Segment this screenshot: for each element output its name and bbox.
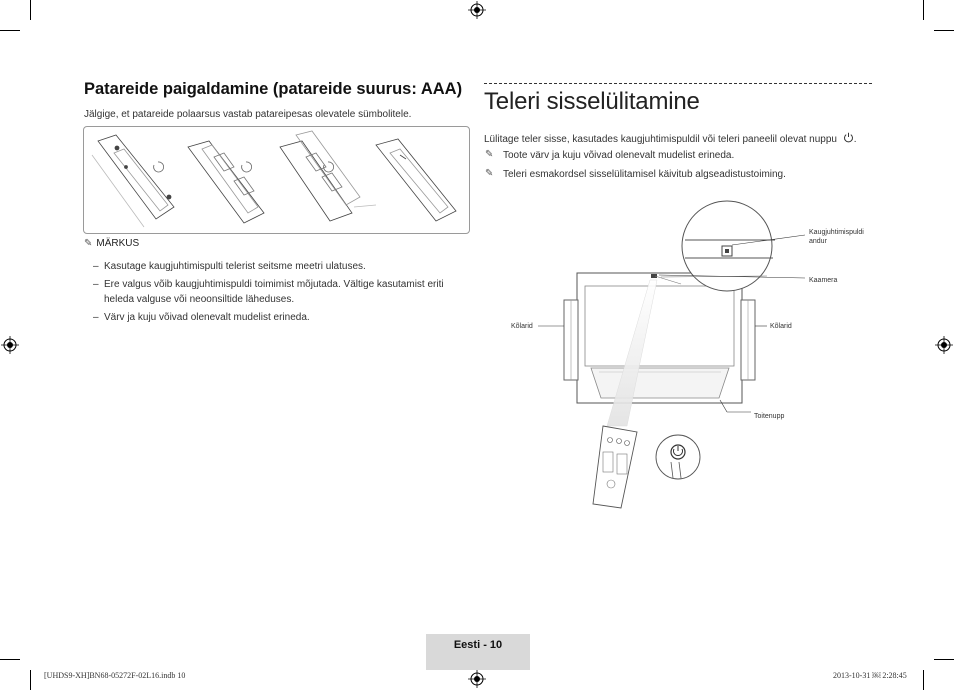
hand-icon <box>656 435 700 479</box>
pencil-note-icon: ✎ <box>84 238 93 249</box>
label-remote-sensor: Kaugjuhtimispuldi <box>809 229 864 236</box>
battery-steps-illustration <box>84 127 469 233</box>
note-item: – Ere valgus võib kaugjuhtimispuldi toimimist mõjutada. Vältige kasutamist eriti heleda valguse või neoonsiltide läheduses. <box>93 279 444 305</box>
note-item: – Kasutage kaugjuhtimispulti telerist seitsme meetri ulatuses. <box>93 261 366 272</box>
registration-mark-icon <box>1 336 19 354</box>
note-item: – Värv ja kuju võivad olenevalt mudelist erineda. <box>93 312 310 323</box>
registration-mark-icon <box>468 1 486 19</box>
tv-power-figure <box>505 200 875 510</box>
label-power-button: Toitenupp <box>754 413 785 420</box>
note-item: ✎ Teleri esmakordsel sisselülitamisel käivitub algseadistustoiming. <box>485 168 786 180</box>
section-title-power-on: Teleri sisselülitamine <box>484 88 700 115</box>
registration-mark-icon <box>468 670 486 688</box>
tv-illustration <box>505 200 875 510</box>
power-icon <box>843 132 854 143</box>
note-item: ✎ Toote värv ja kuju võivad olenevalt mudelist erineda. <box>485 149 735 161</box>
label-speakers-left: Kõlarid <box>511 323 533 330</box>
section-title-battery: Patareide paigaldamine (patareide suurus: AAA) <box>84 80 463 98</box>
notes-heading: ✎ MÄRKUS <box>84 238 140 249</box>
print-file-info: [UHDS9-XH]BN68-05272F-02L16.indb 10 <box>44 671 186 680</box>
remote-control-icon <box>593 426 637 508</box>
label-remote-sensor-line2: andur <box>809 238 827 245</box>
power-on-intro-text: Lülitage teler sisse, kasutades kaugjuhtimispuldil või teleri paneelil olevat nuppu . <box>484 134 857 145</box>
label-camera: Kaamera <box>809 277 838 284</box>
pencil-note-icon: ✎ <box>485 168 494 179</box>
registration-mark-icon <box>935 336 953 354</box>
battery-installation-figure <box>83 126 470 234</box>
pencil-note-icon: ✎ <box>485 149 494 160</box>
page-number: Eesti - 10 <box>453 639 503 651</box>
print-date-info: 2013-10-31 ￼ 2:28:45 <box>833 671 907 680</box>
section-divider <box>484 83 872 84</box>
label-speakers-right: Kõlarid <box>770 323 792 330</box>
battery-intro-text: Jälgige, et patareide polaarsus vastab patareipesas olevatele sümbolitele. <box>84 109 412 120</box>
